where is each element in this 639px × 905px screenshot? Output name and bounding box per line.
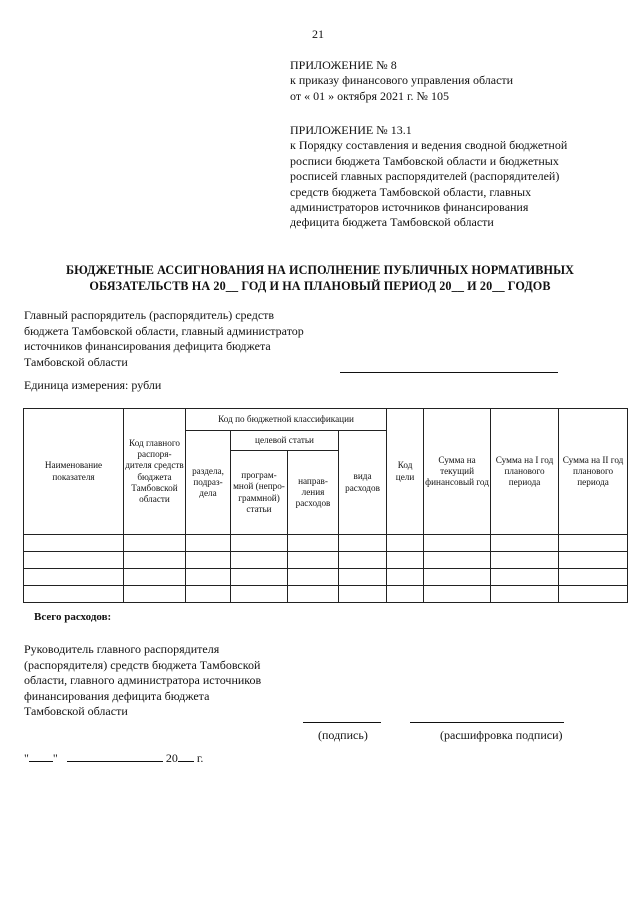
appendix-13-line: росписей главных распорядителей (распорядителей) <box>290 169 560 184</box>
appendix-8-title: ПРИЛОЖЕНИЕ № 8 <box>290 58 397 72</box>
table-row <box>24 535 628 552</box>
appendix-8-order: к приказу финансового управления области <box>290 73 514 88</box>
table-row <box>24 569 628 586</box>
head-line: Руководитель главного распорядителя <box>24 642 220 656</box>
date-close-quote: " <box>52 751 58 765</box>
header-sum-year-1: Сумма на I год планового периода <box>491 409 559 535</box>
unit-of-measure: Единица измерения: рубли <box>24 378 162 392</box>
date-year-prefix: 20 <box>165 751 178 765</box>
table-row <box>24 552 628 569</box>
signature-caption: (подпись) <box>318 728 368 742</box>
appendix-13-block <box>290 123 620 231</box>
appendix-8-date: от « 01 » октября 2021 г. № 105 <box>290 88 450 103</box>
total-expenses-label: Всего расходов: <box>34 611 112 623</box>
header-section: раздела, подраз-дела <box>186 431 231 535</box>
head-line: (распорядителя) средств бюджета Тамбовской <box>24 657 261 672</box>
header-direction: направ-ления расходов <box>288 451 339 535</box>
signature-decoding-field[interactable] <box>410 722 564 723</box>
budget-table <box>23 408 628 603</box>
manager-line: бюджета Тамбовской области, главный администратор <box>24 323 304 338</box>
date-year-field[interactable] <box>178 750 194 762</box>
header-sum-year-2: Сумма на II год планового периода <box>559 409 628 535</box>
date-open-quote: " <box>24 751 29 765</box>
appendix-13-line: росписи бюджета Тамбовской области и бюджетных <box>290 153 559 168</box>
header-main-code: Код главного распоря-дителя средств бюджета Тамбовской области <box>124 409 186 535</box>
manager-line: источников финансирования дефицита бюджета <box>24 339 271 354</box>
table-row <box>24 586 628 603</box>
header-expense-type: вида расходов <box>339 431 387 535</box>
manager-name-field[interactable] <box>340 372 558 373</box>
page-number: 21 <box>312 27 324 41</box>
signature-field[interactable] <box>303 722 381 723</box>
document-title-line-2: ОБЯЗАТЕЛЬСТВ НА 20__ ГОД И НА ПЛАНОВЫЙ ПЕРИОД 20__ И 20__ ГОДОВ <box>89 279 551 293</box>
appendix-8-block <box>290 58 513 104</box>
appendix-13-line: ПРИЛОЖЕНИЕ № 13.1 <box>290 123 412 137</box>
header-target-article: целевой статьи <box>231 431 339 451</box>
head-line: Тамбовской области <box>24 704 128 719</box>
appendix-13-line: администраторов источников финансирования <box>290 200 529 215</box>
date-year-suffix: г. <box>196 751 204 765</box>
document-title-line-1: БЮДЖЕТНЫЕ АССИГНОВАНИЯ НА ИСПОЛНЕНИЕ ПУБЛИЧНЫХ НОРМАТИВНЫХ <box>65 263 575 277</box>
header-sum-current: Сумма на текущий финансовый год <box>424 409 491 535</box>
head-line: области, главного администратора источников <box>24 673 262 688</box>
appendix-13-line: дефицита бюджета Тамбовской области <box>290 215 494 230</box>
document-title <box>20 262 620 294</box>
header-name: Наименование показателя <box>24 409 124 535</box>
manager-line: Главный распорядитель (распорядитель) средств <box>24 308 275 322</box>
head-block <box>24 642 261 720</box>
head-line: финансирования дефицита бюджета <box>24 688 210 703</box>
manager-line: Тамбовской области <box>24 354 128 369</box>
appendix-13-line: средств бюджета Тамбовской области, главных <box>290 184 532 199</box>
date-line <box>24 750 203 766</box>
header-goal-code: Код цели <box>387 409 424 535</box>
date-month-field[interactable] <box>67 750 163 762</box>
manager-block <box>24 308 304 370</box>
header-program-article: програм-мной (непро-граммной) статьи <box>231 451 288 535</box>
header-budget-classification: Код по бюджетной классификации <box>186 409 387 431</box>
appendix-13-line: к Порядку составления и ведения сводной бюджетной <box>290 138 568 153</box>
signature-decoding-caption: (расшифровка подписи) <box>440 728 563 742</box>
date-day-field[interactable] <box>29 750 53 762</box>
